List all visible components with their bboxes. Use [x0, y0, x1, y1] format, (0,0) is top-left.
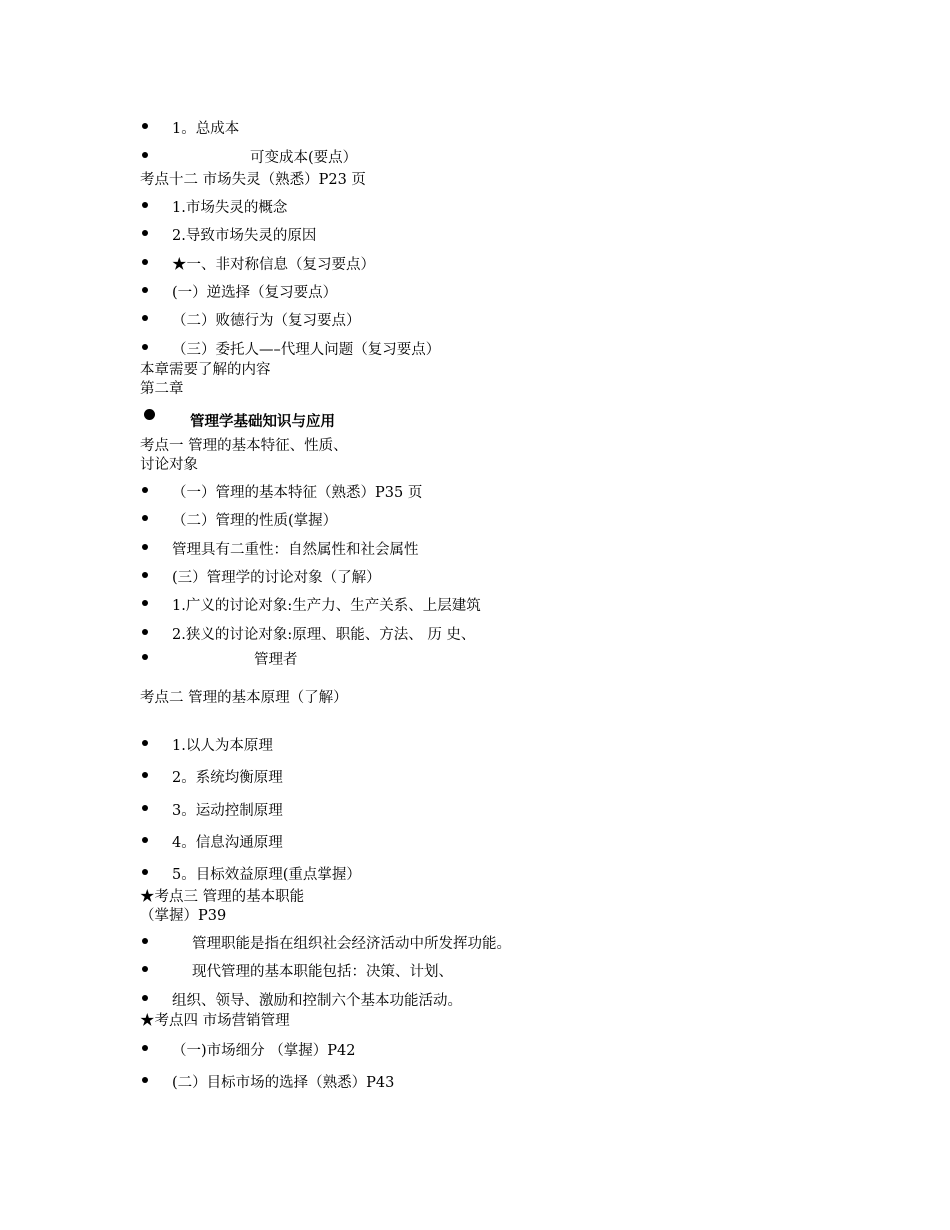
bullet-icon [142, 287, 148, 293]
bullet-icon [142, 123, 148, 129]
bullet-icon [142, 572, 148, 578]
section-heading: 本章需要了解的内容 [140, 362, 271, 378]
list-item: （二）败德行为（复习要点） [172, 313, 361, 329]
list-item: （一）管理的基本特征（熟悉）P35 页 [172, 485, 423, 501]
bullet-icon [142, 1045, 148, 1051]
section-heading: ★考点三 管理的基本职能 [140, 889, 305, 905]
list-item: (二）目标市场的选择（熟悉）P43 [172, 1075, 395, 1091]
list-item: 2.狭义的讨论对象:原理、职能、方法、 历 史、 [172, 627, 476, 643]
bullet-icon [142, 600, 148, 606]
list-item: 管理者 [254, 652, 298, 668]
list-item: 2.导致市场失灵的原因 [172, 228, 317, 244]
list-item: （三）委托人—–代理人问题（复习要点） [172, 342, 441, 358]
list-item: 可变成本(要点） [250, 150, 358, 166]
bullet-icon [142, 837, 148, 843]
bullet-icon [142, 805, 148, 811]
list-item: 管理职能是指在组织社会经济活动中所发挥功能。 [192, 936, 511, 952]
bullet-icon [142, 259, 148, 265]
bullet-icon [142, 152, 148, 158]
list-item: 5。目标效益原理(重点掌握） [172, 867, 361, 883]
section-heading: 考点二 管理的基本原理（了解） [140, 690, 348, 706]
list-item: (三）管理学的讨论对象（了解） [172, 570, 381, 586]
list-item: 1.以人为本原理 [172, 738, 273, 754]
bullet-icon [142, 772, 148, 778]
bullet-icon [142, 202, 148, 208]
list-item: 管理具有二重性：自然属性和社会属性 [172, 542, 419, 558]
section-heading: ★考点四 市场营销管理 [140, 1013, 290, 1029]
list-item: 4。信息沟通原理 [172, 835, 283, 851]
bullet-icon [142, 1077, 148, 1083]
section-heading: 考点十二 市场失灵（熟悉）P23 页 [140, 172, 366, 188]
list-item: 1。总成本 [172, 121, 240, 137]
bullet-icon [142, 230, 148, 236]
bullet-icon [142, 869, 148, 875]
bullet-icon [142, 740, 148, 746]
bullet-icon [142, 315, 148, 321]
list-item: 现代管理的基本职能包括：决策、计划、 [192, 964, 453, 980]
list-item: 1.市场失灵的概念 [172, 200, 288, 216]
list-item: (一）逆选择（复习要点） [172, 285, 338, 301]
bullet-icon [142, 515, 148, 521]
list-item: 组织、领导、激励和控制六个基本功能活动。 [172, 993, 462, 1009]
section-heading: 考点一 管理的基本特征、性质、 [140, 438, 348, 454]
bullet-icon [142, 938, 148, 944]
chapter-heading: 管理学基础知识与应用 [190, 414, 335, 430]
bullet-icon [144, 409, 155, 420]
list-item: 2。系统均衡原理 [172, 770, 283, 786]
list-item: 1.广义的讨论对象:生产力、生产关系、上层建筑 [172, 598, 481, 614]
bullet-icon [142, 654, 148, 660]
bullet-icon [142, 344, 148, 350]
bullet-icon [142, 995, 148, 1001]
bullet-icon [142, 629, 148, 635]
list-item: （二）管理的性质(掌握） [172, 513, 338, 529]
bullet-icon [142, 487, 148, 493]
chapter-title: 第二章 [140, 381, 184, 397]
list-item: 3。运动控制原理 [172, 803, 283, 819]
bullet-icon [142, 544, 148, 550]
list-item: （一)市场细分 （掌握）P42 [172, 1043, 356, 1059]
list-item: ★一、非对称信息（复习要点） [172, 257, 375, 273]
section-heading: （掌握）P39 [140, 908, 227, 924]
bullet-icon [142, 966, 148, 972]
section-heading: 讨论对象 [140, 457, 198, 473]
